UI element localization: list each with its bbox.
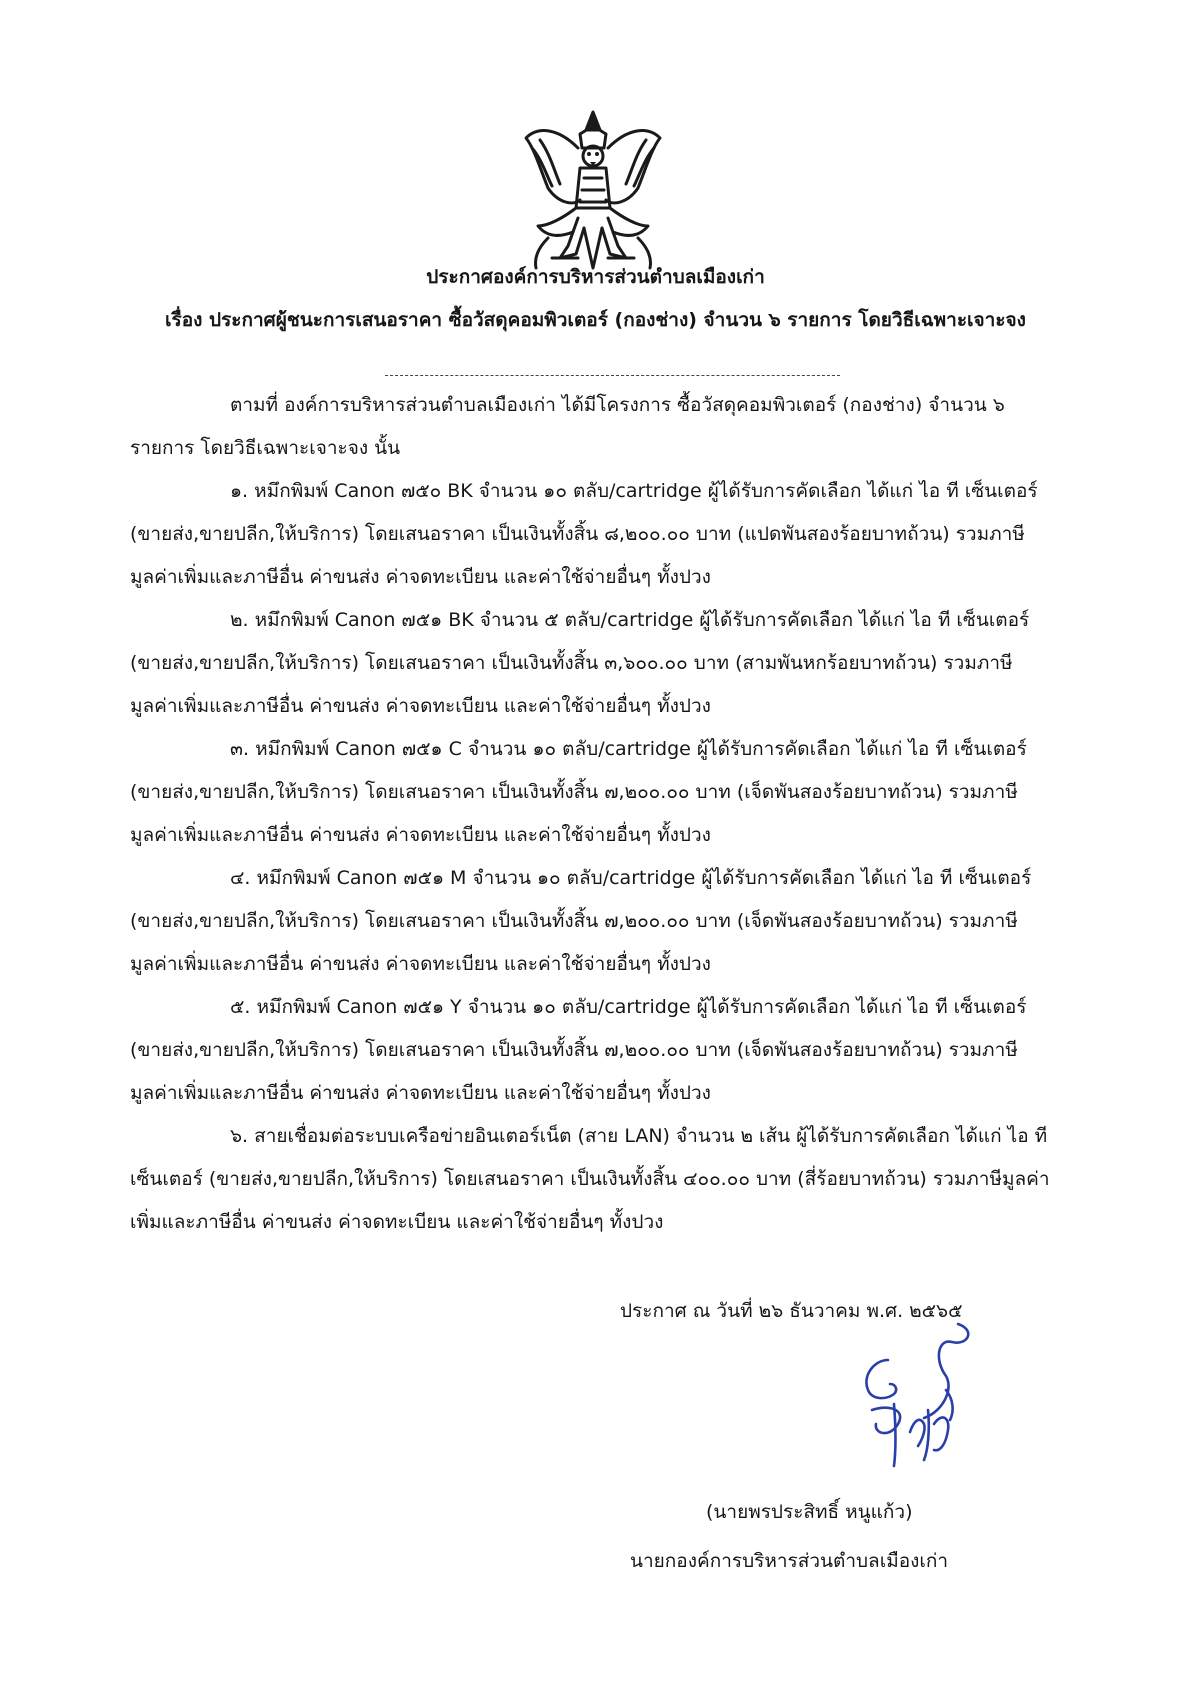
item-paragraph-5 bbox=[130, 986, 1090, 1115]
item-line: มูลค่าเพิ่มและภาษีอื่น ค่าขนส่ง ค่าจดทะเบียน และค่าใช้จ่ายอื่นๆ ทั้งปวง bbox=[130, 566, 711, 588]
intro-paragraph bbox=[130, 384, 1090, 470]
item-line: มูลค่าเพิ่มและภาษีอื่น ค่าขนส่ง ค่าจดทะเบียน และค่าใช้จ่ายอื่นๆ ทั้งปวง bbox=[130, 695, 711, 717]
item-line: ๓. หมึกพิมพ์ Canon ๗๕๑ C จำนวน ๑๐ ตลับ/cartridge ผู้ได้รับการคัดเลือก ได้แก่ ไอ ที เซ็นเตอร์ bbox=[230, 738, 1027, 760]
item-line: เพิ่มและภาษีอื่น ค่าขนส่ง ค่าจดทะเบียน และค่าใช้จ่ายอื่นๆ ทั้งปวง bbox=[130, 1211, 664, 1233]
item-paragraph-3 bbox=[130, 728, 1090, 857]
handwritten-signature-icon bbox=[838, 1320, 988, 1470]
item-line: (ขายส่ง,ขายปลีก,ให้บริการ) โดยเสนอราคา เป็นเงินทั้งสิ้น ๓,๖๐๐.๐๐ บาท (สามพันหกร้อยบาทถ้วน) รวมภาษี bbox=[130, 652, 1013, 674]
issuer-heading: ประกาศองค์การบริหารส่วนตำบลเมืองเก่า bbox=[426, 266, 765, 288]
item-line: ๔. หมึกพิมพ์ Canon ๗๕๑ M จำนวน ๑๐ ตลับ/cartridge ผู้ได้รับการคัดเลือก ได้แก่ ไอ ที เซ็นเตอร์ bbox=[230, 867, 1032, 889]
signer-name: (นายพรประสิทธิ์ หนูแก้ว) bbox=[706, 1501, 913, 1523]
item-line: (ขายส่ง,ขายปลีก,ให้บริการ) โดยเสนอราคา เป็นเงินทั้งสิ้น ๘,๒๐๐.๐๐ บาท (แปดพันสองร้อยบาทถ้วน) รวมภาษี bbox=[130, 523, 1025, 545]
announce-date: ประกาศ ณ วันที่ ๒๖ ธันวาคม พ.ศ. ๒๕๖๕ bbox=[620, 1300, 963, 1322]
item-line: ๕. หมึกพิมพ์ Canon ๗๕๑ Y จำนวน ๑๐ ตลับ/cartridge ผู้ได้รับการคัดเลือก ได้แก่ ไอ ที เซ็นเตอร์ bbox=[230, 996, 1027, 1018]
signer-title: นายกองค์การบริหารส่วนตำบลเมืองเก่า bbox=[630, 1550, 949, 1572]
item-line: ๑. หมึกพิมพ์ Canon ๗๕๐ BK จำนวน ๑๐ ตลับ/cartridge ผู้ได้รับการคัดเลือก ได้แก่ ไอ ที เซ็นเตอร์ bbox=[230, 480, 1038, 502]
item-paragraph-1 bbox=[130, 470, 1090, 599]
item-line: ๒. หมึกพิมพ์ Canon ๗๕๑ BK จำนวน ๕ ตลับ/cartridge ผู้ได้รับการคัดเลือก ได้แก่ ไอ ที เซ็นเตอร์ bbox=[230, 609, 1030, 631]
item-line: เซ็นเตอร์ (ขายส่ง,ขายปลีก,ให้บริการ) โดยเสนอราคา เป็นเงินทั้งสิ้น ๔๐๐.๐๐ บาท (สี่ร้อยบาทถ้วน) รวมภาษีมูลค่า bbox=[130, 1168, 1050, 1190]
subject-heading: เรื่อง ประกาศผู้ชนะการเสนอราคา ซื้อวัสดุคอมพิวเตอร์ (กองช่าง) จำนวน ๖ รายการ โดยวิธีเฉพาะเจาะจง bbox=[165, 309, 1026, 331]
item-line: (ขายส่ง,ขายปลีก,ให้บริการ) โดยเสนอราคา เป็นเงินทั้งสิ้น ๗,๒๐๐.๐๐ บาท (เจ็ดพันสองร้อยบาทถ้วน) รวมภาษี bbox=[130, 910, 1018, 932]
item-line: (ขายส่ง,ขายปลีก,ให้บริการ) โดยเสนอราคา เป็นเงินทั้งสิ้น ๗,๒๐๐.๐๐ บาท (เจ็ดพันสองร้อยบาทถ้วน) รวมภาษี bbox=[130, 1039, 1018, 1061]
item-paragraph-6 bbox=[130, 1115, 1090, 1244]
item-line: มูลค่าเพิ่มและภาษีอื่น ค่าขนส่ง ค่าจดทะเบียน และค่าใช้จ่ายอื่นๆ ทั้งปวง bbox=[130, 953, 711, 975]
separator-line bbox=[385, 375, 840, 376]
garuda-emblem-icon bbox=[518, 108, 668, 278]
intro-line: ตามที่ องค์การบริหารส่วนตำบลเมืองเก่า ได้มีโครงการ ซื้อวัสดุคอมพิวเตอร์ (กองช่าง) จำนวน ๖ bbox=[230, 394, 1005, 416]
item-line: มูลค่าเพิ่มและภาษีอื่น ค่าขนส่ง ค่าจดทะเบียน และค่าใช้จ่ายอื่นๆ ทั้งปวง bbox=[130, 824, 711, 846]
intro-line: รายการ โดยวิธีเฉพาะเจาะจง นั้น bbox=[130, 437, 401, 459]
item-paragraph-4 bbox=[130, 857, 1090, 986]
item-paragraph-2 bbox=[130, 599, 1090, 728]
item-line: ๖. สายเชื่อมต่อระบบเครือข่ายอินเตอร์เน็ต (สาย LAN) จำนวน ๒ เส้น ผู้ได้รับการคัดเลือก ได้แก่ ไอ ที bbox=[230, 1125, 1048, 1147]
item-line: (ขายส่ง,ขายปลีก,ให้บริการ) โดยเสนอราคา เป็นเงินทั้งสิ้น ๗,๒๐๐.๐๐ บาท (เจ็ดพันสองร้อยบาทถ้วน) รวมภาษี bbox=[130, 781, 1018, 803]
item-line: มูลค่าเพิ่มและภาษีอื่น ค่าขนส่ง ค่าจดทะเบียน และค่าใช้จ่ายอื่นๆ ทั้งปวง bbox=[130, 1082, 711, 1104]
